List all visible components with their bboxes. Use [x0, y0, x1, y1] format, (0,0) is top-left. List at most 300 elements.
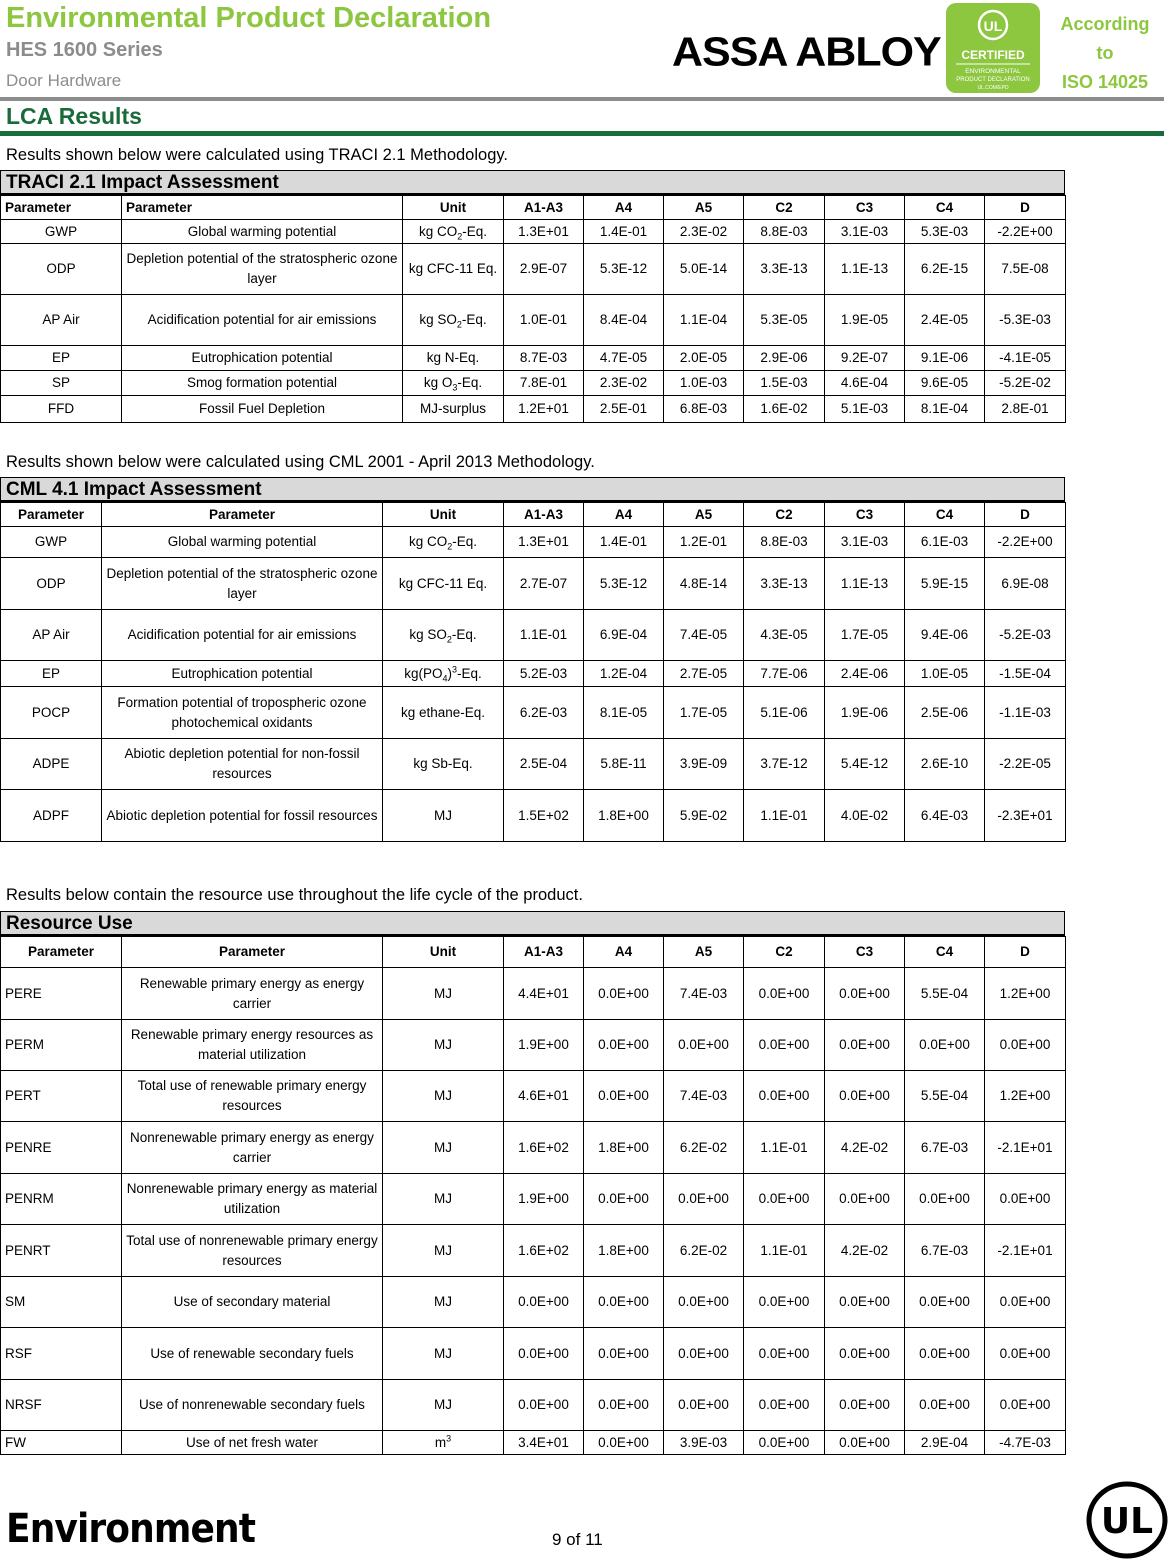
ul-certified-badge — [946, 3, 1040, 93]
value-cell: 1.7E-05 — [825, 610, 905, 661]
value-cell: 4.6E+01 — [504, 1071, 584, 1122]
parameter-description-cell: Abiotic depletion potential for fossil resources — [102, 790, 383, 842]
parameter-description-cell: Total use of renewable primary energy resources — [122, 1071, 383, 1122]
cml-col-header: A4 — [584, 503, 664, 527]
parameter-code-cell: PENRE — [1, 1122, 122, 1174]
value-cell: 7.5E-08 — [985, 244, 1066, 295]
unit-cell: kg $SO_2-Eq$. — [403, 295, 504, 346]
parameter-description-cell: Global warming potential — [122, 220, 403, 244]
value-cell: 1.8E+00 — [584, 1225, 664, 1277]
unit-cell: MJ — [383, 1328, 504, 1380]
value-cell: 1.2E-04 — [584, 661, 664, 687]
parameter-description-cell: Use of net fresh water — [122, 1431, 383, 1455]
value-cell: 4.2E-02 — [825, 1122, 905, 1174]
value-cell: 2.3E-02 — [584, 371, 664, 396]
page-number: 9 of 11 — [552, 1530, 603, 1549]
value-cell: 0.0E+00 — [744, 1071, 825, 1122]
value-cell: 7.4E-05 — [664, 610, 744, 661]
cml-col-header: A1-A3 — [504, 503, 584, 527]
value-cell: 0.0E+00 — [905, 1380, 985, 1431]
value-cell: 4.7E-05 — [584, 346, 664, 371]
value-cell: 8.1E-04 — [905, 396, 985, 423]
value-cell: 8.7E-03 — [504, 346, 584, 371]
value-cell: 6.1E-03 — [905, 527, 985, 558]
unit-cell: kg ethane-Eq. — [383, 687, 504, 739]
traci-caption: Results shown below were calculated using TRACI 2.1 Methodology. — [6, 146, 508, 164]
parameter-description-cell: Eutrophication potential — [102, 661, 383, 687]
value-cell: -2.3E+01 — [985, 790, 1066, 842]
table-row — [1, 1174, 1066, 1225]
value-cell: 7.7E-06 — [744, 661, 825, 687]
value-cell: 5.3E-12 — [584, 244, 664, 295]
value-cell: 3.3E-13 — [744, 244, 825, 295]
cml-col-header: Parameter — [102, 503, 383, 527]
value-cell: 0.0E+00 — [825, 968, 905, 1020]
parameter-code-cell: AP Air — [1, 610, 102, 661]
unit-cell: kg $CO_2-Eq$. — [383, 527, 504, 558]
value-cell: -5.3E-03 — [985, 295, 1066, 346]
value-cell: 4.6E-04 — [825, 371, 905, 396]
value-cell: 8.8E-03 — [744, 527, 825, 558]
value-cell: 0.0E+00 — [584, 1277, 664, 1328]
according-to-iso — [1050, 10, 1160, 97]
table-row — [1, 346, 1066, 371]
value-cell: 6.7E-03 — [905, 1122, 985, 1174]
unit-cell: MJ — [383, 1071, 504, 1122]
parameter-code-cell: EP — [1, 661, 102, 687]
value-cell: 0.0E+00 — [744, 1328, 825, 1380]
value-cell: 0.0E+00 — [825, 1277, 905, 1328]
resource-col-header: C3 — [825, 937, 905, 968]
value-cell: 9.4E-06 — [905, 610, 985, 661]
parameter-code-cell: ODP — [1, 558, 102, 610]
value-cell: 1.1E-01 — [744, 1225, 825, 1277]
unit-cell: kg $CO_2-Eq$. — [403, 220, 504, 244]
cml-col-header: D — [985, 503, 1066, 527]
value-cell: 0.0E+00 — [664, 1380, 744, 1431]
traci-col-header: Parameter — [1, 196, 122, 220]
cml-caption: Results shown below were calculated using CML 2001 - April 2013 Methodology. — [6, 453, 595, 471]
value-cell: 1.3E+01 — [504, 527, 584, 558]
cml-col-header: C4 — [905, 503, 985, 527]
value-cell: 6.2E-02 — [664, 1225, 744, 1277]
value-cell: -2.1E+01 — [985, 1122, 1066, 1174]
value-cell: 0.0E+00 — [744, 968, 825, 1020]
unit-cell: MJ — [383, 968, 504, 1020]
parameter-description-cell: Nonrenewable primary energy as material utilization — [122, 1174, 383, 1225]
value-cell: 6.7E-03 — [905, 1225, 985, 1277]
resource-col-header: A5 — [664, 937, 744, 968]
traci-header-row — [1, 196, 1066, 220]
resource-col-header: Parameter — [122, 937, 383, 968]
value-cell: 2.7E-07 — [504, 558, 584, 610]
traci-col-header: D — [985, 196, 1066, 220]
according-line-2: to — [1096, 43, 1114, 63]
parameter-code-cell: POCP — [1, 687, 102, 739]
value-cell: 8.4E-04 — [584, 295, 664, 346]
value-cell: 0.0E+00 — [905, 1328, 985, 1380]
table-row — [1, 661, 1066, 687]
value-cell: 0.0E+00 — [504, 1277, 584, 1328]
value-cell: 1.1E-13 — [825, 244, 905, 295]
value-cell: 0.0E+00 — [985, 1020, 1066, 1071]
ul-logo — [1086, 1481, 1168, 1559]
value-cell: 5.5E-04 — [905, 1071, 985, 1122]
according-line-1: According — [1060, 14, 1150, 34]
traci-col-header: C2 — [744, 196, 825, 220]
value-cell: 1.5E-03 — [744, 371, 825, 396]
value-cell: 1.2E+00 — [985, 1071, 1066, 1122]
cml-table — [0, 502, 1066, 842]
parameter-code-cell: PERM — [1, 1020, 122, 1071]
value-cell: 1.1E-01 — [744, 1122, 825, 1174]
value-cell: 0.0E+00 — [744, 1380, 825, 1431]
value-cell: 0.0E+00 — [985, 1380, 1066, 1431]
cml-col-header: Unit — [383, 503, 504, 527]
page-header — [0, 0, 1172, 100]
value-cell: -5.2E-02 — [985, 371, 1066, 396]
parameter-code-cell: AP Air — [1, 295, 122, 346]
parameter-code-cell: GWP — [1, 220, 122, 244]
value-cell: 2.0E-05 — [664, 346, 744, 371]
parameter-code-cell: ADPF — [1, 790, 102, 842]
traci-col-header: A1-A3 — [504, 196, 584, 220]
value-cell: 0.0E+00 — [744, 1020, 825, 1071]
value-cell: 6.8E-03 — [664, 396, 744, 423]
value-cell: 1.9E-06 — [825, 687, 905, 739]
unit-cell: MJ — [383, 1122, 504, 1174]
value-cell: 0.0E+00 — [825, 1431, 905, 1455]
value-cell: 3.1E-03 — [825, 220, 905, 244]
parameter-code-cell: EP — [1, 346, 122, 371]
assa-abloy-logo: ASSA ABLOY — [672, 29, 941, 75]
value-cell: 0.0E+00 — [905, 1277, 985, 1328]
table-row — [1, 790, 1066, 842]
badge-certified-text: CERTIFIED — [961, 48, 1025, 62]
value-cell: 2.8E-01 — [985, 396, 1066, 423]
unit-cell: kg N-Eq. — [403, 346, 504, 371]
table-row — [1, 968, 1066, 1020]
value-cell: -2.2E-05 — [985, 739, 1066, 790]
value-cell: 1.2E+01 — [504, 396, 584, 423]
value-cell: 1.1E-01 — [504, 610, 584, 661]
resource-col-header: C4 — [905, 937, 985, 968]
value-cell: 1.9E-05 — [825, 295, 905, 346]
traci-col-header: C3 — [825, 196, 905, 220]
table-row — [1, 1380, 1066, 1431]
value-cell: 5.5E-04 — [905, 968, 985, 1020]
unit-cell: MJ — [383, 1020, 504, 1071]
parameter-code-cell: PERT — [1, 1071, 122, 1122]
table-row — [1, 371, 1066, 396]
badge-line2-text: PRODUCT DECLARATION — [956, 77, 1030, 83]
value-cell: 2.4E-06 — [825, 661, 905, 687]
value-cell: 3.1E-03 — [825, 527, 905, 558]
cml-col-header: C2 — [744, 503, 825, 527]
value-cell: 6.2E-02 — [664, 1122, 744, 1174]
traci-section — [0, 170, 1065, 423]
unit-cell: kg $O_3-Eq$. — [403, 371, 504, 396]
value-cell: 0.0E+00 — [584, 968, 664, 1020]
unit-cell: kg Sb-Eq. — [383, 739, 504, 790]
value-cell: 0.0E+00 — [825, 1174, 905, 1225]
value-cell: -4.7E-03 — [985, 1431, 1066, 1455]
table-row — [1, 610, 1066, 661]
unit-cell: $m^3$ — [383, 1431, 504, 1455]
value-cell: 0.0E+00 — [584, 1071, 664, 1122]
parameter-description-cell: Smog formation potential — [122, 371, 403, 396]
value-cell: 1.8E+00 — [584, 790, 664, 842]
value-cell: 1.6E+02 — [504, 1122, 584, 1174]
unit-cell: MJ — [383, 1277, 504, 1328]
value-cell: 5.3E-05 — [744, 295, 825, 346]
value-cell: 6.9E-08 — [985, 558, 1066, 610]
parameter-code-cell: PENRT — [1, 1225, 122, 1277]
table-row — [1, 295, 1066, 346]
parameter-code-cell: SP — [1, 371, 122, 396]
unit-cell: kg CFC-11 Eq. — [403, 244, 504, 295]
parameter-code-cell: FW — [1, 1431, 122, 1455]
cml-col-header: A5 — [664, 503, 744, 527]
value-cell: 3.4E+01 — [504, 1431, 584, 1455]
value-cell: 0.0E+00 — [905, 1174, 985, 1225]
parameter-code-cell: ADPE — [1, 739, 102, 790]
value-cell: 5.8E-11 — [584, 739, 664, 790]
value-cell: 3.9E-03 — [664, 1431, 744, 1455]
value-cell: 0.0E+00 — [584, 1380, 664, 1431]
resource-section — [0, 911, 1065, 1455]
value-cell: -1.1E-03 — [985, 687, 1066, 739]
value-cell: 1.0E-05 — [905, 661, 985, 687]
unit-cell: kg CFC-11 Eq. — [383, 558, 504, 610]
value-cell: 1.8E+00 — [584, 1122, 664, 1174]
value-cell: 6.9E-04 — [584, 610, 664, 661]
parameter-code-cell: GWP — [1, 527, 102, 558]
resource-caption: Results below contain the resource use throughout the life cycle of the product. — [6, 886, 583, 904]
resource-col-header: Parameter — [1, 937, 122, 968]
table-row — [1, 220, 1066, 244]
value-cell: 1.9E+00 — [504, 1020, 584, 1071]
value-cell: 5.9E-02 — [664, 790, 744, 842]
value-cell: 0.0E+00 — [664, 1328, 744, 1380]
ul-badge-graphic — [946, 3, 1040, 93]
parameter-description-cell: Depletion potential of the stratospheric ozone layer — [102, 558, 383, 610]
value-cell: 1.2E+00 — [985, 968, 1066, 1020]
value-cell: 0.0E+00 — [584, 1020, 664, 1071]
resource-col-header: C2 — [744, 937, 825, 968]
parameter-description-cell: Depletion potential of the stratospheric ozone layer — [122, 244, 403, 295]
value-cell: 7.8E-01 — [504, 371, 584, 396]
resource-col-header: D — [985, 937, 1066, 968]
parameter-description-cell: Use of renewable secondary fuels — [122, 1328, 383, 1380]
value-cell: 0.0E+00 — [744, 1174, 825, 1225]
value-cell: 4.3E-05 — [744, 610, 825, 661]
value-cell: 1.0E-01 — [504, 295, 584, 346]
value-cell: 6.4E-03 — [905, 790, 985, 842]
table-row — [1, 527, 1066, 558]
traci-col-header: Parameter — [122, 196, 403, 220]
value-cell: 5.0E-14 — [664, 244, 744, 295]
value-cell: -2.2E+00 — [985, 220, 1066, 244]
ul-logo-icon — [1086, 1481, 1168, 1559]
value-cell: 7.4E-03 — [664, 968, 744, 1020]
value-cell: 0.0E+00 — [744, 1431, 825, 1455]
value-cell: 0.0E+00 — [664, 1020, 744, 1071]
value-cell: 2.5E-01 — [584, 396, 664, 423]
parameter-code-cell: FFD — [1, 396, 122, 423]
value-cell: 1.6E-02 — [744, 396, 825, 423]
value-cell: 3.9E-09 — [664, 739, 744, 790]
parameter-description-cell: Total use of nonrenewable primary energy resources — [122, 1225, 383, 1277]
product-category: Door Hardware — [6, 71, 122, 90]
value-cell: 2.6E-10 — [905, 739, 985, 790]
value-cell: 1.0E-03 — [664, 371, 744, 396]
unit-cell: MJ — [383, 1380, 504, 1431]
cml-header-row — [1, 503, 1066, 527]
resource-col-header: Unit — [383, 937, 504, 968]
product-series: HES 1600 Series — [6, 39, 163, 61]
section-divider — [0, 131, 1164, 136]
value-cell: 1.4E-01 — [584, 527, 664, 558]
table-row — [1, 739, 1066, 790]
parameter-code-cell: ODP — [1, 244, 122, 295]
value-cell: 1.1E-13 — [825, 558, 905, 610]
value-cell: 4.2E-02 — [825, 1225, 905, 1277]
resource-title: Resource Use — [0, 911, 1065, 936]
value-cell: 2.9E-07 — [504, 244, 584, 295]
table-row — [1, 1431, 1066, 1455]
value-cell: 2.9E-06 — [744, 346, 825, 371]
value-cell: 1.9E+00 — [504, 1174, 584, 1225]
traci-col-header: A4 — [584, 196, 664, 220]
value-cell: 0.0E+00 — [905, 1020, 985, 1071]
value-cell: 7.4E-03 — [664, 1071, 744, 1122]
value-cell: 0.0E+00 — [584, 1431, 664, 1455]
value-cell: 3.3E-13 — [744, 558, 825, 610]
table-row — [1, 1020, 1066, 1071]
parameter-description-cell: Abiotic depletion potential for non-fossil resources — [102, 739, 383, 790]
parameter-description-cell: Eutrophication potential — [122, 346, 403, 371]
value-cell: -1.5E-04 — [985, 661, 1066, 687]
value-cell: 0.0E+00 — [504, 1380, 584, 1431]
parameter-description-cell: Use of secondary material — [122, 1277, 383, 1328]
value-cell: 9.1E-06 — [905, 346, 985, 371]
value-cell: 0.0E+00 — [664, 1174, 744, 1225]
badge-line1-text: ENVIRONMENTAL — [965, 68, 1021, 75]
value-cell: -2.1E+01 — [985, 1225, 1066, 1277]
parameter-code-cell: PENRM — [1, 1174, 122, 1225]
traci-col-header: C4 — [905, 196, 985, 220]
parameter-code-cell: SM — [1, 1277, 122, 1328]
value-cell: 1.1E-04 — [664, 295, 744, 346]
table-row — [1, 1277, 1066, 1328]
value-cell: 4.4E+01 — [504, 968, 584, 1020]
value-cell: 5.3E-12 — [584, 558, 664, 610]
value-cell: 2.5E-04 — [504, 739, 584, 790]
value-cell: 0.0E+00 — [584, 1328, 664, 1380]
value-cell: 2.7E-05 — [664, 661, 744, 687]
value-cell: 9.2E-07 — [825, 346, 905, 371]
according-line-3: ISO 14025 — [1061, 72, 1149, 92]
traci-col-header: Unit — [403, 196, 504, 220]
value-cell: -2.2E+00 — [985, 527, 1066, 558]
table-row — [1, 396, 1066, 423]
value-cell: 1.4E-01 — [584, 220, 664, 244]
resource-table — [0, 936, 1066, 1455]
badge-ul-text: UL — [983, 18, 1003, 34]
badge-url-text: UL.COM/EPD — [977, 85, 1009, 91]
traci-table — [0, 195, 1066, 423]
value-cell: 0.0E+00 — [825, 1071, 905, 1122]
value-cell: 2.3E-02 — [664, 220, 744, 244]
resource-col-header: A4 — [584, 937, 664, 968]
traci-col-header: A5 — [664, 196, 744, 220]
cml-section — [0, 477, 1065, 842]
value-cell: 2.5E-06 — [905, 687, 985, 739]
value-cell: 2.9E-04 — [905, 1431, 985, 1455]
table-row — [1, 1122, 1066, 1174]
parameter-description-cell: Global warming potential — [102, 527, 383, 558]
table-row — [1, 687, 1066, 739]
ul-logo-text: UL — [1100, 1501, 1154, 1542]
value-cell: 0.0E+00 — [584, 1174, 664, 1225]
cml-title: CML 4.1 Impact Assessment — [0, 477, 1065, 502]
unit-cell: kg $SO_2-Eq$. — [383, 610, 504, 661]
parameter-description-cell: Formation potential of tropospheric ozone photochemical oxidants — [102, 687, 383, 739]
cml-col-header: Parameter — [1, 503, 102, 527]
unit-cell: MJ-surplus — [403, 396, 504, 423]
value-cell: 9.6E-05 — [905, 371, 985, 396]
header-divider — [0, 97, 1164, 101]
value-cell: 1.3E+01 — [504, 220, 584, 244]
value-cell: 0.0E+00 — [825, 1380, 905, 1431]
table-row — [1, 558, 1066, 610]
document-title: Environmental Product Declaration — [6, 2, 492, 34]
parameter-description-cell: Renewable primary energy resources as material utilization — [122, 1020, 383, 1071]
value-cell: 1.2E-01 — [664, 527, 744, 558]
table-row — [1, 1225, 1066, 1277]
value-cell: 5.1E-06 — [744, 687, 825, 739]
value-cell: 5.3E-03 — [905, 220, 985, 244]
parameter-description-cell: Acidification potential for air emissions — [122, 295, 403, 346]
resource-header-row — [1, 937, 1066, 968]
value-cell: 1.1E-01 — [744, 790, 825, 842]
value-cell: 6.2E-03 — [504, 687, 584, 739]
value-cell: 0.0E+00 — [985, 1174, 1066, 1225]
value-cell: 8.1E-05 — [584, 687, 664, 739]
value-cell: 4.0E-02 — [825, 790, 905, 842]
value-cell: 0.0E+00 — [664, 1277, 744, 1328]
section-title: LCA Results — [6, 103, 142, 129]
table-row — [1, 244, 1066, 295]
value-cell: 5.2E-03 — [504, 661, 584, 687]
value-cell: 1.7E-05 — [664, 687, 744, 739]
unit-cell: MJ — [383, 1174, 504, 1225]
table-row — [1, 1328, 1066, 1380]
parameter-description-cell: Acidification potential for air emissions — [102, 610, 383, 661]
parameter-code-cell: RSF — [1, 1328, 122, 1380]
value-cell: 0.0E+00 — [504, 1328, 584, 1380]
parameter-code-cell: NRSF — [1, 1380, 122, 1431]
value-cell: 6.2E-15 — [905, 244, 985, 295]
value-cell: 1.6E+02 — [504, 1225, 584, 1277]
parameter-description-cell: Use of nonrenewable secondary fuels — [122, 1380, 383, 1431]
value-cell: 3.7E-12 — [744, 739, 825, 790]
unit-cell: MJ — [383, 1225, 504, 1277]
value-cell: -4.1E-05 — [985, 346, 1066, 371]
resource-col-header: A1-A3 — [504, 937, 584, 968]
value-cell: 5.9E-15 — [905, 558, 985, 610]
